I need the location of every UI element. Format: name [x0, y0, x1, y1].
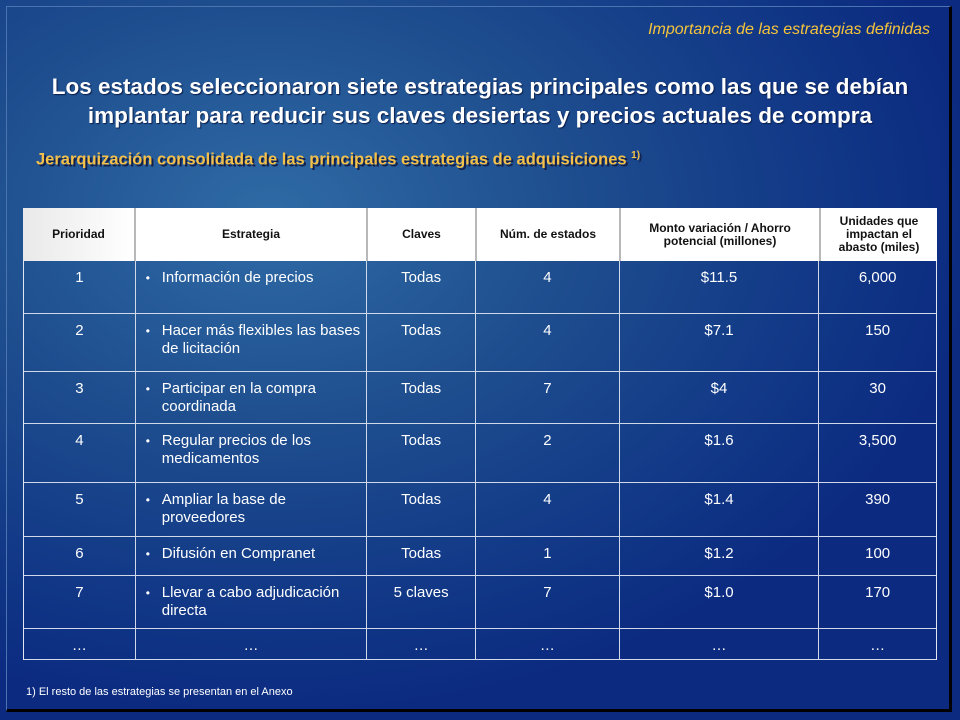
cell-num-estados: 2 — [475, 424, 619, 482]
bullet-icon: • — [145, 547, 150, 561]
cell-prioridad: 7 — [75, 584, 84, 601]
header-num-estados: Núm. de estados — [475, 208, 619, 261]
cell-monto: $1.0 — [619, 576, 819, 628]
cell-claves: Todas — [366, 314, 475, 371]
cell-prioridad: 3 — [75, 380, 84, 397]
cell-prioridad: 5 — [75, 491, 84, 508]
header-monto: Monto variación / Ahorro potencial (millones) — [619, 208, 819, 261]
cell-claves: Todas — [366, 537, 475, 575]
cell-unidades: 170 — [818, 576, 936, 628]
cell-unidades: 390 — [818, 483, 936, 536]
cell-estrategia — [135, 261, 367, 313]
bullet-icon: • — [145, 324, 150, 338]
bullet-icon: • — [145, 493, 150, 507]
cell-monto: $1.2 — [619, 537, 819, 575]
cell-monto: … — [619, 629, 819, 659]
cell-claves: Todas — [366, 261, 475, 313]
table-header-row — [23, 208, 937, 261]
cell-unidades: 30 — [818, 372, 936, 423]
table-row — [24, 483, 936, 537]
cell-prioridad: 6 — [75, 545, 84, 562]
table-subtitle — [36, 150, 640, 170]
subtitle-footnote-marker: 1) — [631, 150, 641, 161]
cell-monto: $7.1 — [619, 314, 819, 371]
bullet-icon: • — [145, 586, 150, 600]
strategies-table — [23, 208, 937, 660]
cell-estrategia: … — [135, 629, 366, 659]
cell-unidades: … — [818, 629, 936, 659]
cell-unidades: 150 — [818, 314, 936, 371]
table-row — [24, 537, 936, 576]
cell-unidades: 100 — [818, 537, 936, 575]
table-row — [24, 372, 936, 424]
header-claves: Claves — [366, 208, 475, 261]
strategy-text: Llevar a cabo adjudicación directa — [161, 584, 340, 619]
cell-num-estados: 4 — [475, 314, 619, 371]
cell-estrategia — [135, 483, 367, 536]
slide-headline: Los estados seleccionaron siete estrategias principales como las que se debían implantar para reducir sus claves desiertas y precios actuales de compra — [51, 74, 909, 128]
cell-monto: $11.5 — [619, 261, 819, 313]
cell-prioridad: 2 — [75, 322, 84, 339]
header-unidades: Unidades que impactan el abasto (miles) — [819, 208, 937, 261]
cell-claves: Todas — [366, 483, 475, 536]
cell-estrategia — [135, 372, 367, 423]
bullet-icon: • — [145, 382, 150, 396]
table-row — [24, 424, 936, 483]
strategy-text: Regular precios de los medicamentos — [161, 432, 311, 467]
cell-monto: $1.4 — [619, 483, 819, 536]
table-row — [24, 576, 936, 629]
cell-estrategia — [135, 314, 367, 371]
table-row — [24, 629, 936, 660]
cell-num-estados: 7 — [475, 576, 619, 628]
table-row — [24, 314, 936, 372]
strategy-text: Hacer más flexibles las bases de licitación — [161, 322, 361, 357]
strategy-text: Ampliar la base de proveedores — [161, 491, 286, 526]
section-label: Importancia de las estrategias definidas — [648, 21, 930, 38]
cell-claves: … — [366, 629, 475, 659]
subtitle-text: Jerarquización consolidada de las principales estrategias de adquisiciones — [36, 150, 627, 169]
cell-monto: $4 — [619, 372, 819, 423]
cell-monto: $1.6 — [619, 424, 819, 482]
strategy-text: Participar en la compra coordinada — [161, 380, 316, 415]
cell-unidades: 6,000 — [818, 261, 936, 313]
table-row — [24, 261, 936, 314]
cell-num-estados: 1 — [475, 537, 619, 575]
header-estrategia: Estrategia — [134, 208, 366, 261]
cell-prioridad: … — [71, 637, 87, 654]
cell-unidades: 3,500 — [818, 424, 936, 482]
cell-num-estados: 4 — [475, 261, 619, 313]
strategy-text: Información de precios — [161, 269, 314, 286]
bullet-icon: • — [145, 434, 150, 448]
cell-claves: Todas — [366, 372, 475, 423]
cell-num-estados: … — [475, 629, 619, 659]
bullet-icon: • — [145, 271, 150, 285]
cell-num-estados: 7 — [475, 372, 619, 423]
cell-prioridad: 1 — [75, 269, 84, 286]
header-prioridad: Prioridad — [23, 208, 134, 261]
cell-claves: Todas — [366, 424, 475, 482]
cell-num-estados: 4 — [475, 483, 619, 536]
cell-estrategia — [135, 576, 367, 628]
table-body — [23, 261, 937, 660]
cell-claves: 5 claves — [366, 576, 475, 628]
cell-estrategia — [135, 424, 367, 482]
footnote: 1) El resto de las estrategias se presentan en el Anexo — [26, 686, 293, 698]
strategy-text: Difusión en Compranet — [161, 545, 316, 562]
cell-prioridad: 4 — [75, 432, 84, 449]
cell-estrategia — [135, 537, 367, 575]
